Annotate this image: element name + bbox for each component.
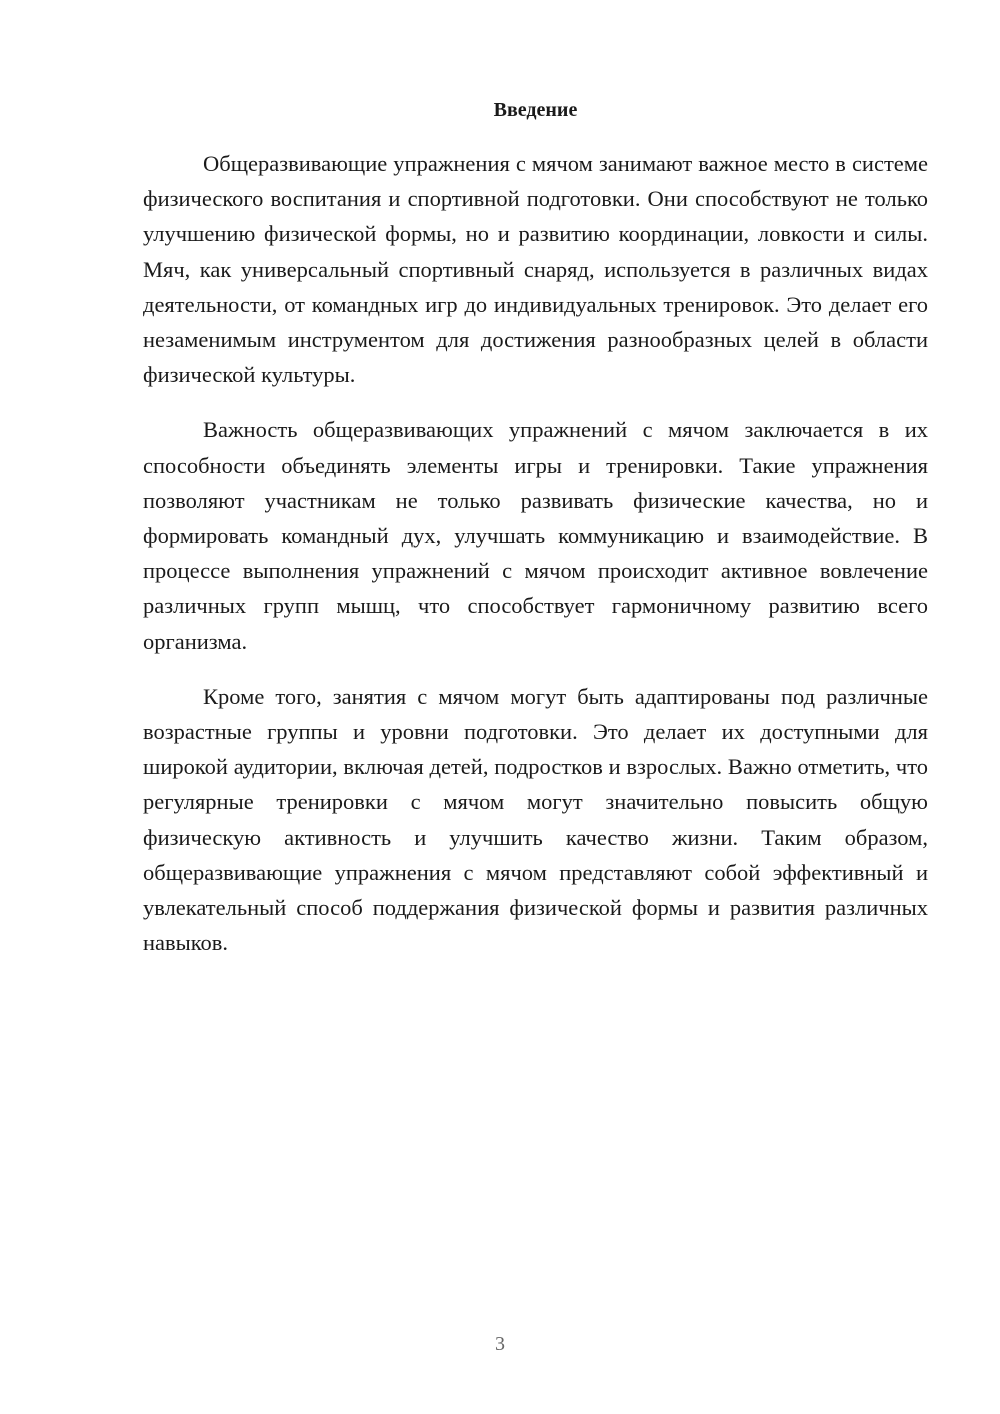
section-title: Введение (493, 99, 578, 121)
paragraph-3: Кроме того, занятия с мячом могут быть адаптированы под различные возрастные группы и уровни подготовки. Это делает их доступными для широкой аудитории, включая детей, подростков и взрослых. Важно отметить, что регулярные тренировки с мячом могут значительно повысить общую физическую активность и улучшить качество жизни. Таким образом, общеразвивающие упражнения с мячом представляют собой эффективный и увлекательный способ поддержания физической формы и развития различных навыков. (143, 683, 928, 956)
paragraph-1: Общеразвивающие упражнения с мячом занимают важное место в системе физического воспитания и спортивной подготовки. Они способствуют не только улучшению физической формы, но и развитию координации, ловкости и силы. Мяч, как универсальный спортивный снаряд, используется в различных видах деятельности, от командных игр до индивидуальных тренировок. Это делает его незаменимым инструментом для достижения разнообразных целей в области физической культуры. (143, 151, 928, 388)
page-content (143, 96, 928, 980)
paragraph-2: Важность общеразвивающих упражнений с мячом заключается в их способности объединять элементы игры и тренировки. Такие упражнения позволяют участникам не только развивать физические качества, но и формировать командный дух, улучшать коммуникацию и взаимодействие. В процессе выполнения упражнений с мячом происходит активное вовлечение различных групп мышц, что способствует гармоничному развитию всего организма. (143, 417, 928, 654)
page-number: 3 (495, 1333, 505, 1355)
